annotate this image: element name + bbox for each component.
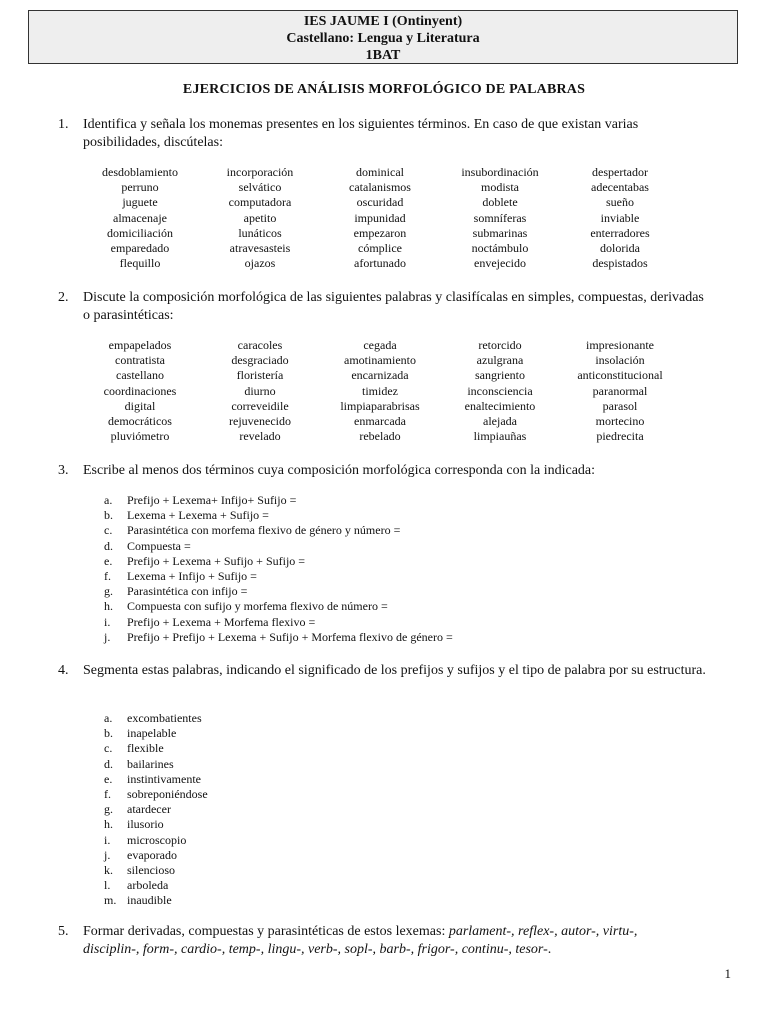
list-item [104, 787, 704, 802]
question-3 [58, 462, 708, 480]
list-item-letter: c. [104, 741, 113, 756]
word-cell: paranormal [592, 383, 648, 398]
word-cell: inconsciencia [467, 383, 533, 398]
word-cell: flequillo [119, 256, 161, 271]
word-cell: juguete [122, 195, 158, 210]
word-cell: correveidile [231, 398, 289, 413]
word-cell: parasol [602, 398, 638, 413]
list-item [104, 772, 704, 787]
word-cell: contratista [115, 353, 165, 368]
word-cell: perruno [121, 180, 159, 195]
list-item-letter: l. [104, 878, 111, 893]
list-item [104, 711, 704, 726]
word-cell: cómplice [358, 241, 402, 256]
question-number: 4. [58, 663, 69, 678]
question-text: Discute la composición morfológica de las siguientes palabras y clasifícalas en simples, compuestas, derivadas o parasintéticas: [83, 290, 704, 323]
word-cell: caracoles [237, 338, 283, 352]
list-item [104, 878, 704, 893]
word-cell: castellano [116, 368, 164, 383]
question-number: 5. [58, 924, 69, 939]
word-cell: empapelados [108, 338, 172, 352]
list-item-text: inaudible [127, 893, 172, 908]
list-item-text: ilusorio [127, 817, 164, 832]
word-cell: despertador [592, 165, 648, 179]
subject-name: Castellano: Lengua y Literatura [286, 31, 480, 46]
word-cell: incorporación [226, 165, 294, 179]
list-item-text: Prefijo + Prefijo + Lexema + Sufijo + Morfema flexivo de género = [127, 629, 453, 644]
list-item-letter: c. [104, 523, 113, 538]
word-cell: digital [124, 398, 156, 413]
list-item-letter: a. [104, 493, 113, 507]
word-cell: rejuvenecido [229, 414, 291, 429]
word-cell: submarinas [472, 225, 528, 240]
word-cell: encarnizada [351, 368, 409, 383]
school-name: IES JAUME I (Ontinyent) [303, 14, 463, 29]
list-item-letter: f. [104, 568, 111, 583]
word-cell: diurno [244, 383, 276, 398]
list-item-text: Compuesta con sufijo y morfema flexivo de número = [127, 599, 388, 614]
question-4 [58, 662, 708, 680]
lexemes-line-2: disciplin-, form-, cardio-, temp-, lingu-, verb-, sopl-, barb-, frigor-, continu-, tesor- [83, 942, 548, 957]
question-text-wrapper [83, 923, 708, 959]
word-cell: despistados [592, 256, 648, 271]
item-list-3 [104, 493, 704, 645]
question-5 [58, 923, 708, 959]
list-item [104, 630, 704, 645]
word-cell: azulgrana [476, 353, 524, 368]
word-cell: sangriento [475, 368, 525, 383]
word-cell: dominical [356, 165, 404, 179]
word-cell: almacenaje [113, 210, 167, 225]
list-item-text: sobreponiéndose [127, 786, 208, 801]
word-cell: envejecido [474, 256, 526, 271]
word-cell: inviable [600, 210, 640, 225]
word-cell: impunidad [354, 210, 406, 225]
list-item-letter: d. [104, 538, 113, 553]
question-text: Escribe al menos dos términos cuya composición morfológica corresponda con la indicada: [83, 463, 596, 478]
list-item-text: arboleda [127, 878, 169, 893]
list-item [104, 893, 704, 908]
list-item-text: Prefijo + Lexema + Sufijo + Sufijo = [127, 553, 306, 568]
word-cell: doblete [482, 195, 518, 210]
word-cell: dolorida [600, 241, 640, 256]
list-item-letter: h. [104, 817, 113, 832]
list-item [104, 848, 704, 863]
word-cell: revelado [239, 429, 281, 444]
word-cell: impresionante [586, 338, 654, 352]
list-item-text: Compuesta = [127, 538, 191, 553]
document-header [28, 10, 738, 64]
page-title: EJERCICIOS DE ANÁLISIS MORFOLÓGICO DE PALABRAS [182, 82, 586, 97]
question-2 [58, 289, 708, 325]
list-item-letter: i. [104, 832, 111, 847]
question-1 [58, 116, 708, 152]
list-item [104, 615, 704, 630]
list-item-text: excombatientes [127, 711, 202, 725]
list-item-text: Parasintética con morfema flexivo de género y número = [127, 523, 401, 538]
word-cell: oscuridad [356, 195, 404, 210]
list-item-letter: i. [104, 614, 111, 629]
word-cell: sueño [606, 195, 634, 210]
word-cell: ojazos [244, 256, 276, 271]
word-cell: domiciliación [107, 225, 173, 240]
word-cell: amotinamiento [344, 353, 416, 368]
word-cell: anticonstitucional [577, 368, 663, 383]
list-item-letter: e. [104, 553, 113, 568]
word-cell: rebelado [359, 429, 401, 444]
course-level: 1BAT [365, 48, 401, 63]
question-number: 2. [58, 290, 69, 305]
word-cell: pluviómetro [110, 429, 170, 444]
list-item [104, 802, 704, 817]
list-item-letter: g. [104, 802, 113, 817]
item-list-4 [104, 711, 704, 908]
word-cell: desdoblamiento [102, 165, 178, 179]
list-item-text: atardecer [127, 802, 171, 817]
list-item-text: silencioso [127, 862, 175, 877]
question-number: 1. [58, 117, 69, 132]
word-cell: atravesasteis [229, 241, 291, 256]
list-item [104, 554, 704, 569]
list-item-text: Prefijo + Lexema+ Infijo+ Sufijo = [127, 493, 297, 507]
word-cell: catalanismos [349, 180, 411, 195]
question-text: Segmenta estas palabras, indicando el significado de los prefijos y sufijos y el tipo de palabra por su estructura. [83, 663, 706, 678]
list-item-text: Lexema + Lexema + Sufijo = [127, 508, 269, 523]
word-cell: adecentabas [591, 180, 649, 195]
list-item-letter: h. [104, 599, 113, 614]
list-item-letter: b. [104, 726, 113, 741]
word-cell: mortecino [595, 414, 645, 429]
list-item-letter: d. [104, 756, 113, 771]
word-cell: timidez [362, 383, 398, 398]
list-item-text: inapelable [127, 726, 177, 741]
list-item-text: Prefijo + Lexema + Morfema flexivo = [127, 614, 316, 629]
word-cell: floristería [236, 368, 284, 383]
word-cell: emparedado [110, 241, 170, 256]
list-item [104, 508, 704, 523]
word-grid-2 [80, 338, 680, 444]
sentence-end: . [547, 942, 552, 957]
list-item-letter: k. [104, 862, 113, 877]
list-item-letter: b. [104, 508, 113, 523]
word-cell: insolación [595, 353, 645, 368]
word-cell: apetito [243, 210, 277, 225]
list-item-text: Parasintética con infijo = [127, 584, 248, 599]
question-text: Formar derivadas, compuestas y parasintéticas de estos lexemas: [83, 924, 446, 939]
list-item-text: evaporado [127, 847, 177, 862]
list-item [104, 584, 704, 599]
list-item-letter: j. [104, 629, 111, 644]
list-item-letter: a. [104, 711, 113, 725]
word-cell: afortunado [354, 256, 406, 271]
word-cell: limpiaparabrisas [340, 398, 420, 413]
list-item [104, 726, 704, 741]
list-item [104, 493, 704, 508]
list-item-letter: f. [104, 786, 111, 801]
list-item-letter: m. [104, 893, 117, 908]
list-item-letter: e. [104, 771, 113, 786]
page-number: 1 [724, 966, 731, 981]
word-cell: lunáticos [238, 225, 282, 240]
word-cell: limpiauñas [473, 429, 527, 444]
list-item [104, 539, 704, 554]
list-item-letter: j. [104, 847, 111, 862]
list-item-text: Lexema + Infijo + Sufijo = [127, 568, 257, 583]
list-item [104, 569, 704, 584]
word-cell: coordinaciones [103, 383, 177, 398]
word-cell: selvático [238, 180, 282, 195]
word-grid-1 [80, 165, 680, 271]
list-item-text: instintivamente [127, 771, 201, 786]
word-cell: retorcido [478, 338, 522, 352]
word-cell: desgraciado [231, 353, 289, 368]
list-item-text: flexible [127, 741, 164, 756]
word-cell: alejada [483, 414, 517, 429]
list-item [104, 599, 704, 614]
word-cell: piedrecita [596, 429, 644, 444]
list-item-text: bailarines [127, 756, 174, 771]
word-cell: cegada [363, 338, 397, 352]
list-item-letter: g. [104, 584, 113, 599]
word-cell: empezaron [353, 225, 407, 240]
word-cell: enterradores [590, 225, 650, 240]
word-cell: enmarcada [354, 414, 406, 429]
list-item [104, 757, 704, 772]
list-item-text: microscopio [127, 832, 187, 847]
word-cell: insubordinación [461, 165, 539, 179]
question-number: 3. [58, 463, 69, 478]
list-item [104, 817, 704, 832]
word-cell: computadora [228, 195, 292, 210]
list-item [104, 741, 704, 756]
question-text: Identifica y señala los monemas presentes en los siguientes términos. En caso de que existan varias posibilidades, discútelas: [83, 117, 639, 150]
list-item [104, 833, 704, 848]
lexemes-line-1: parlament-, reflex-, autor-, virtu-, [448, 924, 638, 939]
list-item [104, 523, 704, 538]
word-cell: modista [481, 180, 519, 195]
word-cell: noctámbulo [471, 241, 529, 256]
word-cell: enaltecimiento [464, 398, 536, 413]
list-item [104, 863, 704, 878]
word-cell: democráticos [108, 414, 172, 429]
word-cell: somníferas [473, 210, 527, 225]
